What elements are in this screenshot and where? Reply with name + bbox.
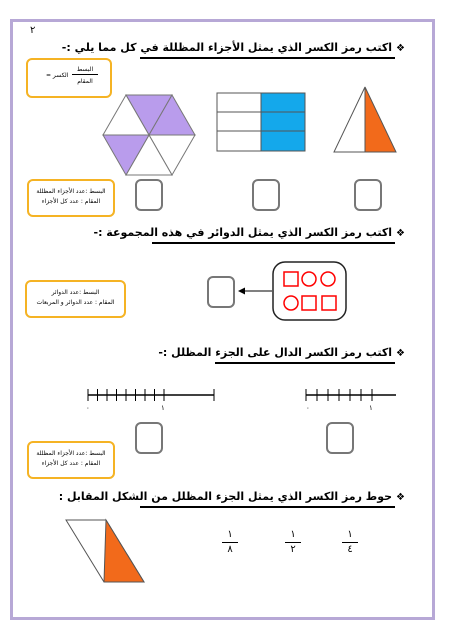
section1-hint-line1: البسط :عدد الأجزاء المظللة [36,188,106,195]
section2-heading-text: اكتب رمز الكسر الذي يمثل الدوائر في هذه المجموعة :- [93,226,393,239]
choice-denominator: ٢ [290,544,296,555]
section3-heading [158,346,405,359]
answer-box-rectangle[interactable] [252,179,280,211]
section4-heading-text: حوط رمز الكسر الذي يمثل الجزء المظلل من الشكل المقابل : [58,490,393,503]
section2-hint-line1: البسط :عدد الدوائر [51,289,100,296]
bullet-icon: ❖ [396,43,405,54]
number-line-right-end-label: ١ [369,404,373,412]
bullet-icon: ❖ [396,228,405,239]
choice-numerator: ١ [347,529,353,540]
section3-hint-line2: المقام : عدد كل الأجزاء [41,459,101,467]
shaded-hexagon [103,95,195,175]
number-line-left [88,385,218,405]
section2-hint-line2: المقام : عدد الدوائر و المربعات [36,298,115,306]
legend-denominator: المقام [77,78,93,85]
page-number: ٢ [30,25,36,36]
section2-hint-box [25,280,126,318]
number-line-left-end-label: ١ [161,404,165,412]
answer-box-circles[interactable] [207,276,235,308]
section4-heading [59,490,405,503]
shaded-parallelogram [66,520,144,582]
section1-hint-box [27,179,115,217]
number-line-right [306,385,396,405]
legend-numerator: البسط [76,66,94,73]
section2-heading [94,226,405,239]
choice-numerator: ١ [227,529,233,540]
section1-underline [140,57,395,59]
section4-underline [140,506,395,508]
choice-fraction-bar [285,542,301,543]
answer-box-number-line-left[interactable] [135,422,163,454]
section3-underline [215,362,395,364]
choice-denominator: ٤ [347,544,353,555]
legend-fraction-bar [72,74,98,75]
shapes-group [272,261,347,321]
answer-box-triangle[interactable] [354,179,382,211]
section1-heading-text: اكتب رمز الكسر الذي يمثل الأجزاء المظللة في كل مما يلي :- [61,41,393,54]
bullet-icon: ❖ [396,348,405,359]
section1-heading [62,41,405,54]
section1-hint-line2: المقام : عدد كل الأجزاء [41,197,101,205]
choice-fraction-bar [342,542,358,543]
choice-fraction-half[interactable] [283,530,303,555]
shaded-triangle [334,87,396,152]
choice-fraction-bar [222,542,238,543]
answer-box-number-line-right[interactable] [326,422,354,454]
shaded-rectangle [217,93,305,151]
section3-hint-line1: البسط :عدد الأجزاء المظللة [36,450,106,457]
legend-fraction-word: الكسر = [46,72,69,79]
section3-hint-box [27,441,115,479]
number-line-right-start-label: ٠ [306,404,310,412]
arrow-icon [238,286,272,296]
choice-fraction-quarter[interactable] [340,530,360,555]
section2-underline [152,242,395,244]
choice-denominator: ٨ [227,544,233,555]
bullet-icon: ❖ [396,492,405,503]
fraction-legend-box [26,58,112,98]
section3-heading-text: اكتب رمز الكسر الدال على الجزء المظلل :- [158,346,393,359]
choice-fraction-eighth[interactable] [220,530,240,555]
answer-box-hexagon[interactable] [135,179,163,211]
choice-numerator: ١ [290,529,296,540]
number-line-left-start-label: ٠ [86,404,90,412]
